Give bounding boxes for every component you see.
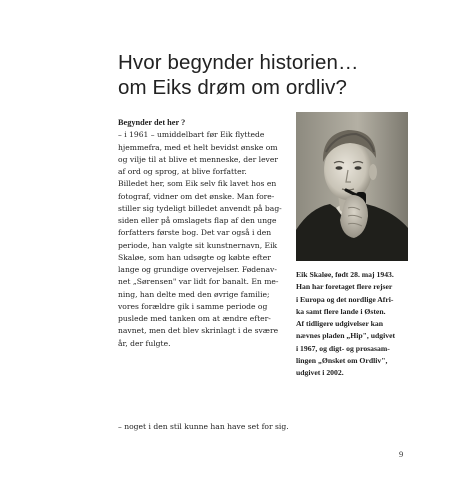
body-heading: Begynder det her ?: [118, 118, 186, 127]
body-line: Billedet her, som Eik selv fik lavet hos en: [118, 179, 277, 189]
caption-line: ka samt flere lande i Østen.: [296, 306, 386, 316]
body-text: [118, 117, 282, 350]
body-line: navnet, men det blev skrinlagt i de svære: [118, 326, 279, 336]
caption-line: i Europa og det nordlige Afri-: [296, 294, 394, 304]
body-line: vores forældre gik i samme periode og: [118, 301, 268, 311]
body-line: lange og grundige overvejelser. Fødenav-: [118, 265, 277, 274]
body-line: periode, han valgte sit kunstnernavn, Eik: [118, 240, 278, 250]
body-line: år, der fulgte.: [118, 338, 171, 348]
body-line: fotograf, vidner om det ønske. Man fore-: [118, 191, 275, 201]
title-line-2: om Eiks drøm om ordliv?: [118, 75, 347, 99]
footnote-text: – noget i den stil kunne han have set for sig.: [118, 422, 289, 431]
photo-caption: [296, 269, 414, 380]
body-line: puslede med tanken om at ændre efter-: [118, 314, 271, 323]
caption-line: nævnes pladen „Hip", udgivet: [296, 331, 396, 341]
body-line: Skaløe, som han udsøgte og købte efter: [118, 252, 271, 262]
caption-line: Eik Skaløe, født 28. maj 1943.: [296, 270, 394, 279]
caption-line: udgivet i 2002.: [296, 368, 344, 378]
title-line-1: Hvor begynder historien…: [118, 50, 359, 74]
body-line: og vilje til at blive et menneske, der lever: [118, 154, 278, 164]
portrait-illustration: [296, 112, 408, 261]
page-title: [118, 50, 418, 100]
caption-line: i 1967, og digt- og prosasam-: [296, 343, 390, 353]
caption-line: Af tidligere udgivelser kan: [296, 319, 384, 329]
body-line: net „Sørensen" var lidt for banalt. En me-: [118, 277, 279, 287]
body-line: af ord og sprog, at blive forfatter.: [118, 167, 247, 176]
caption-line: Han har foretaget flere rejser: [296, 282, 393, 292]
caption-line: lingen „Ønsket om Ordliv",: [296, 356, 388, 366]
body-line: – i 1961 – umiddelbart før Eik flyttede: [118, 130, 265, 140]
page-number: 9: [399, 449, 404, 459]
body-line: hjemmefra, med et helt bevidst ønske om: [118, 142, 278, 152]
body-line: forfatters første bog. Det var også i den: [118, 228, 272, 238]
portrait-photo: [296, 112, 408, 261]
body-line: siden eller på omslagets flap af den unge: [118, 216, 277, 225]
body-line: ning, han delte med den øvrige familie;: [118, 289, 270, 299]
body-line: stiller sig tydeligt billedet anvendt på bag-: [118, 203, 282, 213]
